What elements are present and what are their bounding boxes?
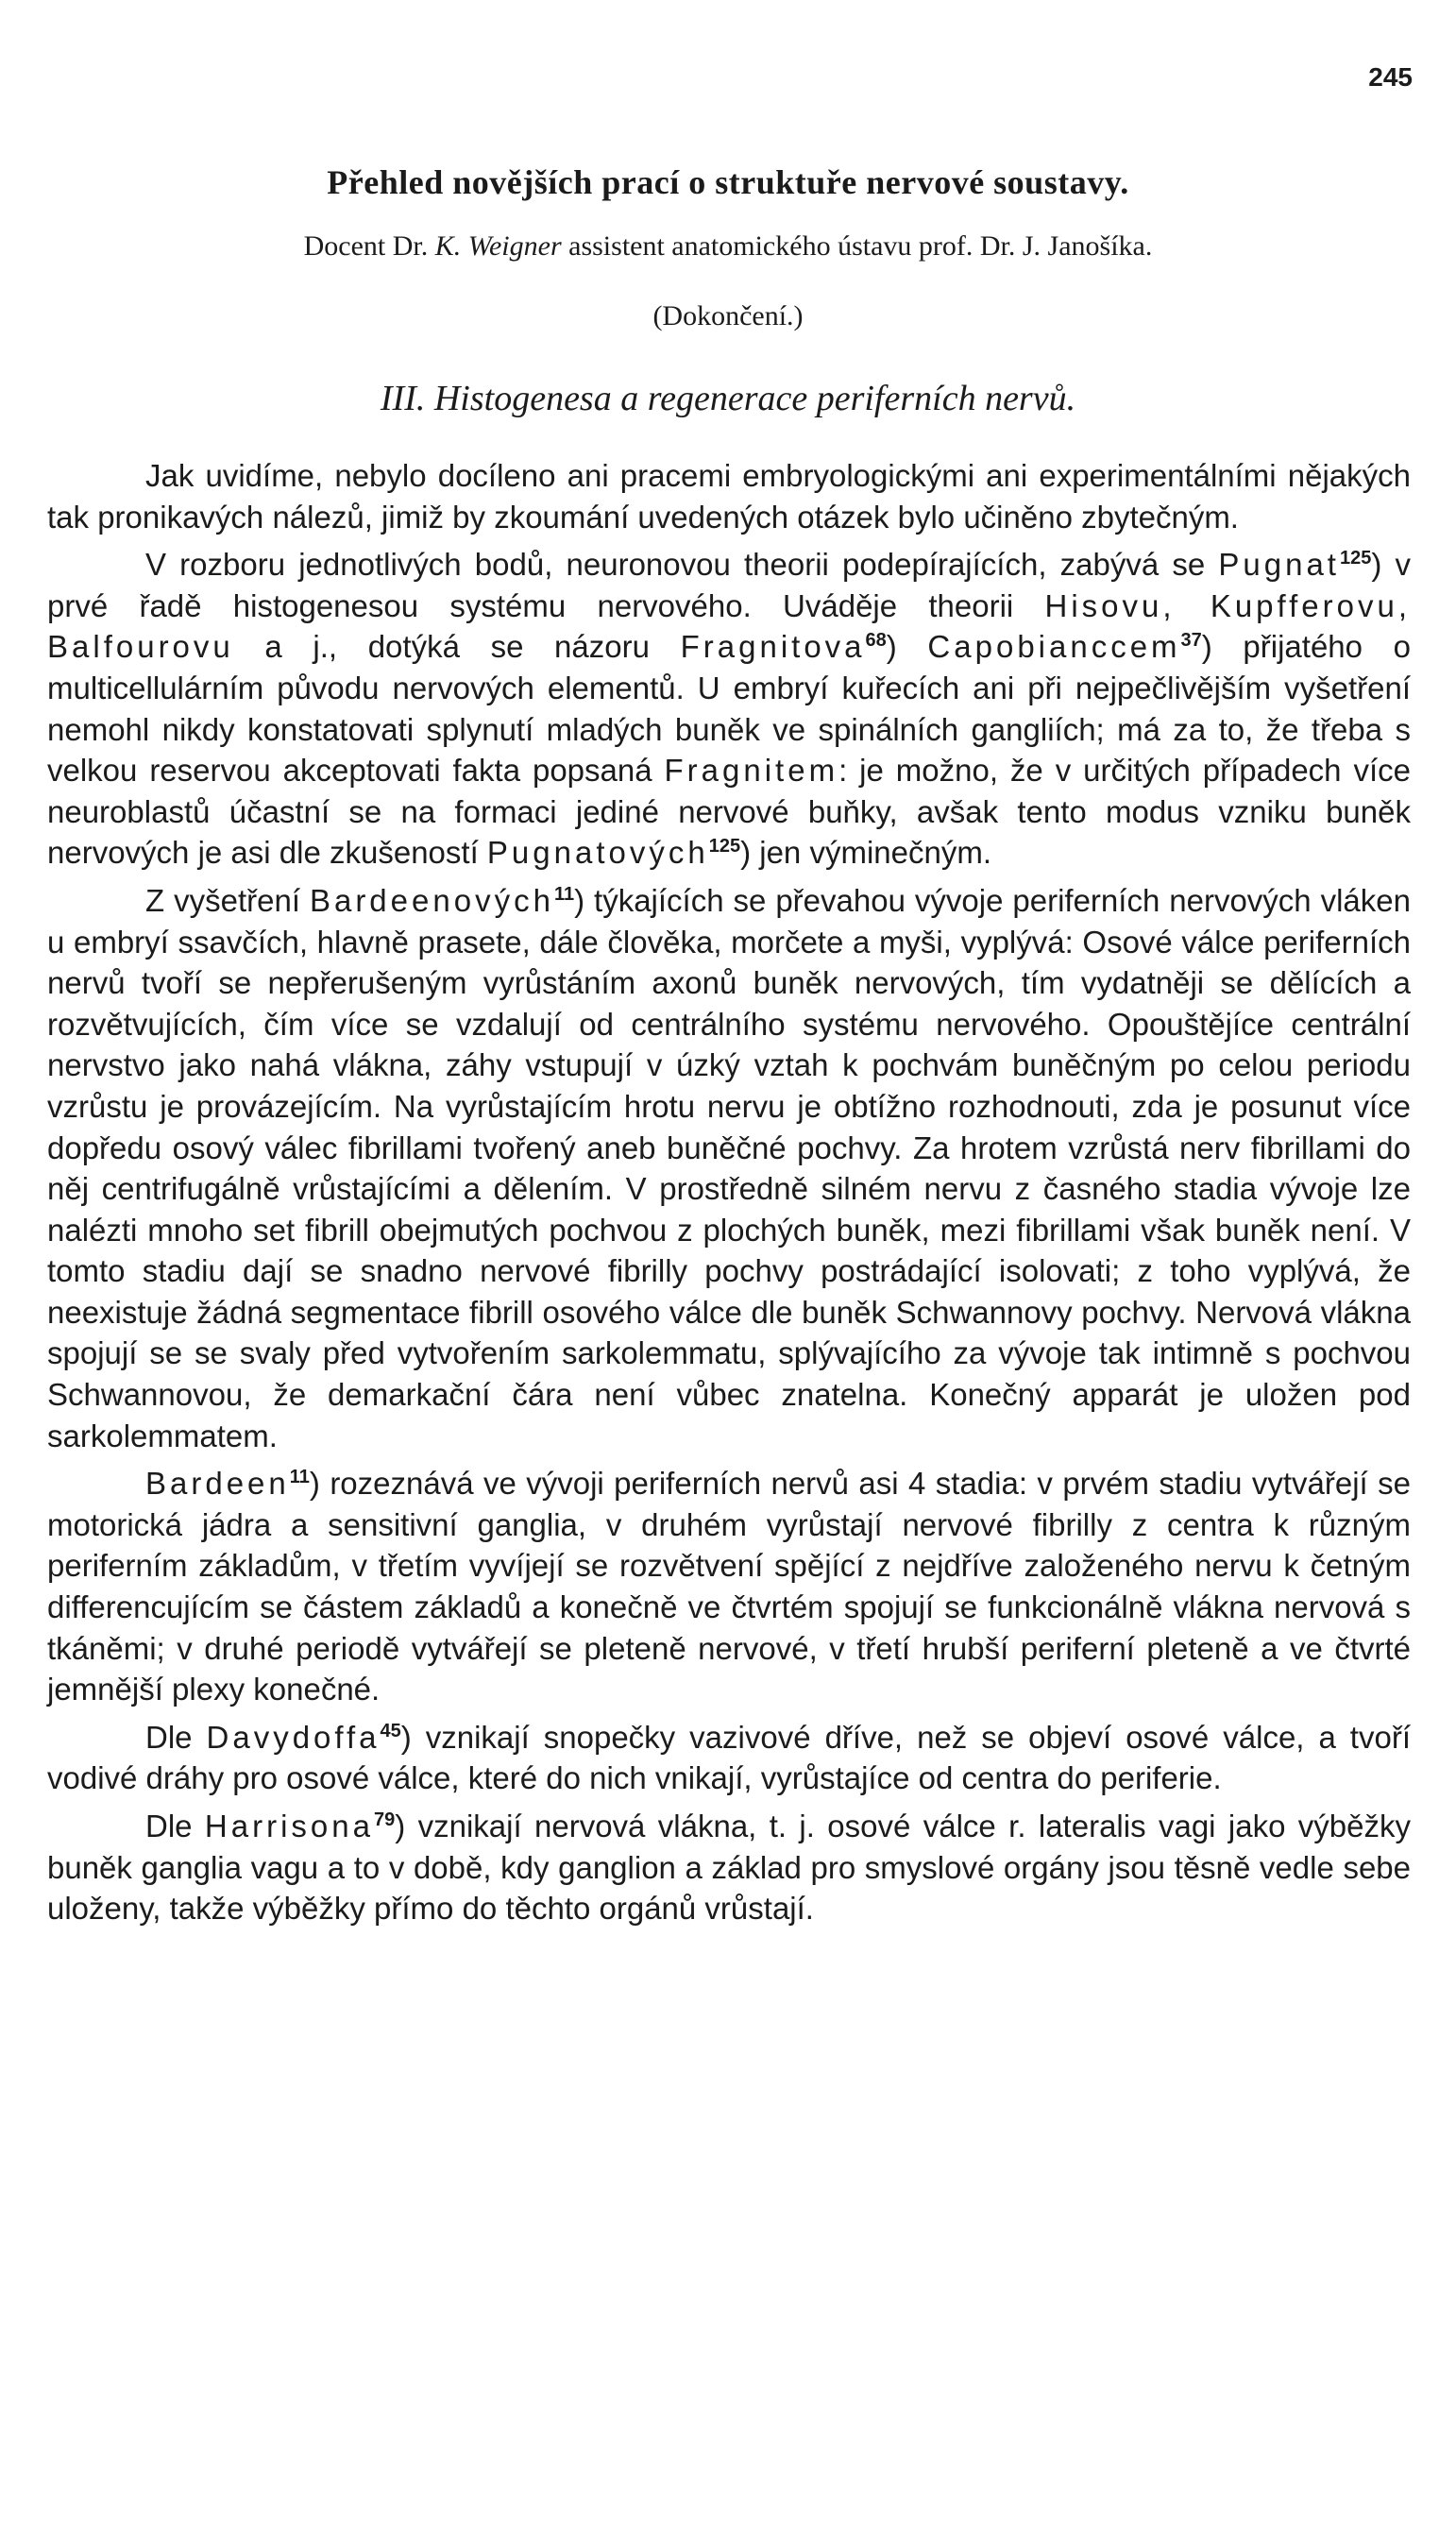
paragraph-text: ) (886, 629, 928, 665)
citation-number: 11 (289, 1467, 310, 1488)
author-name: K. Weigner (434, 230, 562, 262)
paragraph-4 (47, 1463, 1411, 1710)
author-suffix: assistent anatomického ústavu prof. Dr. J. Janošíka. (568, 230, 1153, 262)
author-reference: Fragnitem (664, 753, 839, 789)
author-line (0, 230, 1456, 263)
paragraph-text: ) jen výminečným. (740, 835, 991, 871)
author-reference: Capobianccem (927, 629, 1181, 665)
paragraph-text: Z vyšetření (145, 882, 310, 918)
citation-number: 125 (708, 836, 741, 858)
author-reference: Hisovu, Kupfferovu, Balfourovu (47, 587, 1411, 665)
paragraph-text: ) týkajících se převahou vývoje periferních nervových vláken u embryí ssavčích, hlavně prasete, dále člověka, morčete a myši, vyplývá: Osové válce periferních nervů tvoří se nepřerušeným vyrůstáním axonů buněk nervových, tím vydatněji se dělících a rozvětvujících, čím více se vzdalují od centrálního systému nervového. Opouštějíce centrální nervstvo jako nahá vlákna, záhy vstupují v úzký vztah k pochvám buněčným po celou periodu vzrůstu je provázejícím. Na vyrůstajícím hrotu nervu je obtížno rozhodnouti, zda je posunut více dopředu osový válec fibrillami tvořený aneb buněčné pochvy. Za hrotem vzrůstá nerv fibrillami do něj centrifugálně vrůstajícími a dělením. V prostředně silném nervu z časného stadia vývoje lze nalézti mnoho set fibrill obejmutých pochvou z plochých buněk, mezi fibrillami však buněk není. V tomto stadiu dají se snadno nervové fibrilly pochvy postrádající isolovati; z toho vyplývá, že neexistuje žádná segmentace fibrill osového válce dle buněk Schwannovy pochvy. Nervová vlákna spojují se se svaly před vytvořením sarkolemmatu, splývajícího za vývoje tak intimně s pochvou Schwannovou, že demarkační čára není vůbec znatelna. Konečný apparát je uložen pod sarkolemmatem. (47, 882, 1411, 1453)
author-reference: Bardeen (145, 1466, 290, 1502)
paragraph-text: Jak uvidíme, nebylo docíleno ani pracemi embryologickými ani experimentálními nějakých tak pronikavých nálezů, jimiž by zkoumání uvedených otázek bylo učiněno zbytečným. (47, 458, 1411, 535)
citation-number: 11 (553, 883, 575, 905)
paragraph-3 (47, 880, 1411, 1456)
paragraph-text: V rozboru jednotlivých bodů, neuronovou theorii podepírajících, zabývá se (145, 547, 1219, 583)
paragraph-1 (47, 455, 1411, 537)
paragraph-text: ) rozeznává ve vývoji periferních nervů asi 4 stadia: v prvém stadiu vytvářejí se motorická jádra a sensitivní ganglia, v druhém vyrůstají nervové fibrilly z centra k různým periferním základům, v třetím vyvíjejí se rozvětvení spějící z nejdříve založeného nervu k četným differencujícím se částem základů a konečně ve čtvrtém spojují se funkcionálně vlákna nervová s tkáněmi; v druhé periodě vytvářejí se pleteně nervové, v třetí hrubší periferní pleteně a ve čtvrté jemnější plexy konečné. (47, 1466, 1411, 1707)
citation-number: 45 (380, 1720, 401, 1741)
citation-number: 68 (865, 630, 887, 652)
author-reference: Pugnat (1218, 547, 1340, 583)
paragraph-text: ) vznikají nervová vlákna, t. j. osové válce r. lateralis vagi jako výběžky buněk ganglia vagu a to v době, kdy ganglion a základ pro smyslové orgány jsou těsně vedle sebe uloženy, takže výběžky přímo do těchto orgánů vrůstají. (47, 1809, 1412, 1927)
paragraph-text: Dle (145, 1719, 207, 1755)
page-number: 245 (1368, 62, 1413, 92)
citation-number: 125 (1339, 548, 1372, 569)
citation-number: 37 (1180, 630, 1202, 652)
article-body (47, 455, 1411, 1936)
author-reference: Pugnatových (486, 835, 709, 871)
article-title: Přehled novějších prací o struktuře nervové soustavy. (327, 163, 1129, 201)
paragraph-text: : je možno, že v určitých případech více neuroblastů účastní se na formaci jediné nervové buňky, avšak tento modus vzniku buněk nervových je asi dle zkušeností (47, 753, 1411, 871)
citation-number: 79 (373, 1809, 396, 1830)
author-reference: Bardeenových (309, 882, 554, 918)
paragraph-text: a j., dotýká se názoru (233, 629, 681, 665)
section-heading: III. Histogenesa a regenerace periferních nervů. (380, 379, 1076, 418)
author-reference: Davydoffa (206, 1719, 381, 1755)
paragraph-2 (47, 544, 1411, 874)
paragraph-text: ) vznikají snopečky vazivové dříve, než se objeví osové válce, a tvoří vodivé dráhy pro osové válce, které do nich vnikají, vyrůstajíce od centra do periferie. (47, 1719, 1411, 1796)
paragraph-text: ) přijatého o multicellulárním původu nervových elementů. U embryí kuřecích ani při nejpečlivějším vyšetření nemohl nikdy konstatovati splynutí mladých buněk ve spinálních gangliích; má za to, že třeba s velkou reservou akceptovati fakta popsaná (47, 629, 1412, 789)
paragraph-5 (47, 1717, 1411, 1799)
author-reference: Harrisona (204, 1809, 374, 1843)
paragraph-text: ) v prvé řadě histogenesou systému nervového. Uváděje theorii (47, 547, 1411, 623)
paragraph-6 (47, 1806, 1411, 1929)
author-reference: Fragnitova (680, 629, 866, 665)
continued-note: (Dokončení.) (652, 300, 804, 331)
paragraph-text: Dle (145, 1809, 205, 1843)
author-prefix: Docent Dr. (303, 230, 429, 262)
